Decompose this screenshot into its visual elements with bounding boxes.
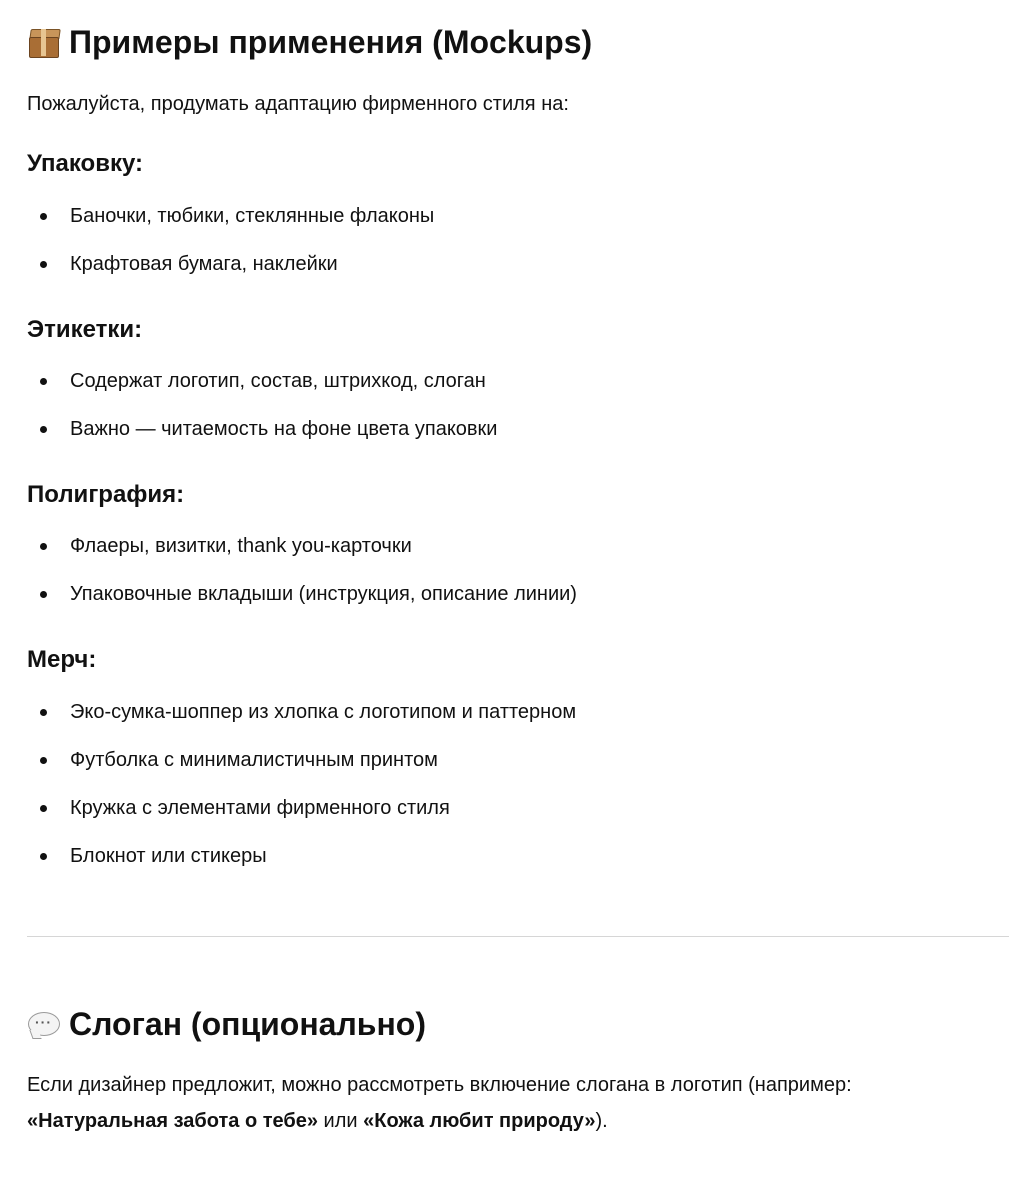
list-item: Блокнот или стикеры (27, 842, 987, 890)
slogan-example-1: «Натуральная забота о тебе» (27, 1110, 318, 1132)
section-title-mockups (27, 22, 592, 62)
group-list-print (27, 532, 987, 628)
group-list-labels (27, 367, 987, 463)
list-item: Крафтовая бумага, наклейки (27, 250, 987, 298)
section-divider (27, 936, 1009, 937)
list-item: Содержат логотип, состав, штрихкод, слоган (27, 367, 987, 415)
list-item: Важно — читаемость на фоне цвета упаковки (27, 415, 987, 463)
slogan-text-after: ). (595, 1110, 608, 1132)
slogan-example-2: «Кожа любит природу» (363, 1110, 596, 1132)
section-title-slogan (27, 1004, 426, 1044)
list-item: Кружка с элементами фирменного стиля (27, 794, 987, 842)
slogan-paragraph (27, 1067, 987, 1139)
list-item: Эко-сумка-шоппер из хлопка с логотипом и паттерном (27, 698, 987, 746)
list-item: Баночки, тюбики, стеклянные флаконы (27, 202, 987, 250)
group-list-merch (27, 698, 987, 890)
group-heading-print: Полиграфия: (27, 481, 185, 508)
group-heading-merch: Мерч: (27, 646, 97, 673)
group-list-packaging (27, 202, 987, 298)
section-title-text: Примеры применения (Mockups) (69, 24, 593, 60)
package-icon (27, 25, 61, 59)
list-item: Футболка с минималистичным принтом (27, 746, 987, 794)
list-item: Флаеры, визитки, thank you-карточки (27, 532, 987, 580)
slogan-text-middle: или (318, 1110, 364, 1132)
intro-paragraph: Пожалуйста, продумать адаптацию фирменного стиля на: (27, 93, 569, 115)
slogan-text-before: Если дизайнер предложит, можно рассмотреть включение слогана в логотип (например: (27, 1074, 852, 1096)
group-heading-labels: Этикетки: (27, 316, 143, 343)
group-heading-packaging: Упаковку: (27, 150, 144, 177)
list-item: Упаковочные вкладыши (инструкция, описание линии) (27, 580, 987, 628)
section-title-text: Слоган (опционально) (69, 1006, 426, 1042)
speech-bubble-icon: ··· (27, 1007, 61, 1041)
